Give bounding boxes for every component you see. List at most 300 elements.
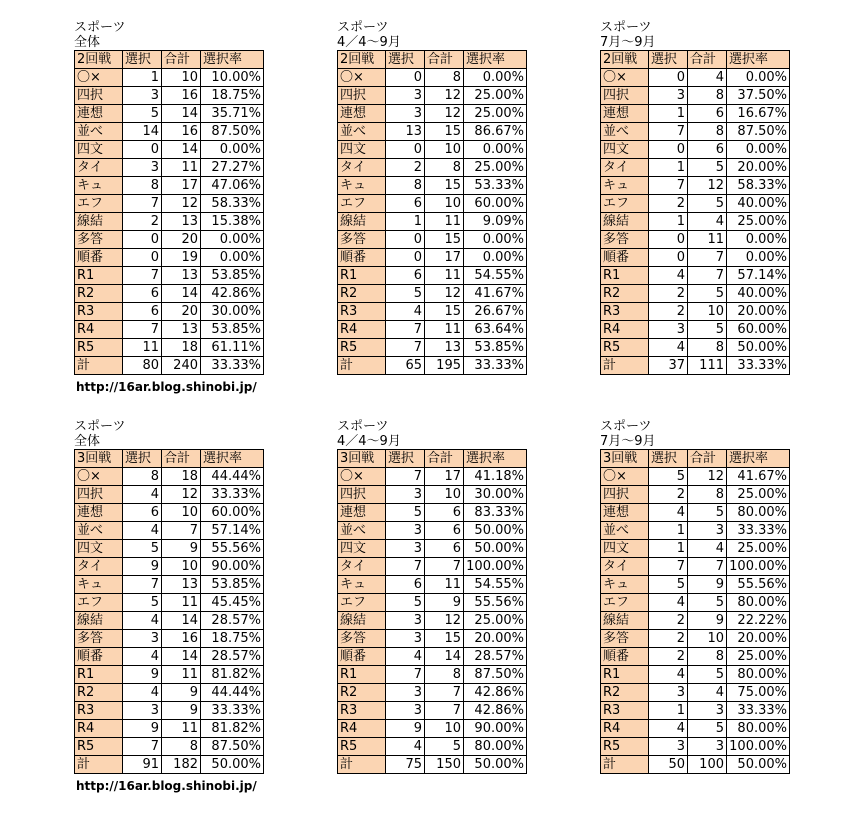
selected-count-cell: 7 [123,267,162,285]
row-label-cell: R1 [75,666,123,684]
row-label-cell: R4 [75,720,123,738]
selected-count-cell: 50 [649,756,688,774]
total-count-cell: 15 [425,177,464,195]
row-label-cell: 連想 [75,105,123,123]
total-count-cell: 10 [688,630,727,648]
selected-count-cell: 5 [649,468,688,486]
total-count-cell: 16 [162,87,201,105]
selected-count-cell: 1 [649,522,688,540]
table-header-row [338,450,527,468]
selection-rate-cell: 16.67% [727,105,790,123]
total-count-cell: 10 [688,303,727,321]
selection-rate-cell: 33.33% [201,357,264,375]
table-row [338,285,527,303]
selected-count-cell: 3 [386,702,425,720]
table-row [601,504,790,522]
table-row [75,321,264,339]
selected-count-cell: 3 [386,87,425,105]
selected-count-cell: 4 [649,267,688,285]
total-count-cell: 11 [162,159,201,177]
row-label-cell: R1 [601,267,649,285]
row-label-cell: R2 [75,684,123,702]
selection-rate-cell: 57.14% [727,267,790,285]
row-label-cell: 並べ [338,522,386,540]
total-count-cell: 11 [425,213,464,231]
selection-rate-cell: 87.50% [727,123,790,141]
selected-count-cell: 3 [123,702,162,720]
table-row [75,612,264,630]
selected-count-cell: 9 [123,666,162,684]
selected-count-cell: 5 [386,504,425,522]
selection-rate-cell: 0.00% [727,141,790,159]
stat-block [600,419,790,774]
selected-count-cell: 7 [386,468,425,486]
row-label-cell: R1 [338,666,386,684]
selection-rate-cell: 47.06% [201,177,264,195]
selected-count-cell: 2 [649,630,688,648]
table-row [75,558,264,576]
selection-rate-cell: 83.33% [464,504,527,522]
table-row [338,105,527,123]
period-caption: 7月～9月 [600,35,656,50]
table-row [338,321,527,339]
row-label-cell: エフ [601,195,649,213]
row-label-cell: 〇× [75,69,123,87]
total-count-cell: 195 [425,357,464,375]
table-header-row [75,51,264,69]
table-row [601,540,790,558]
total-count-cell: 15 [425,231,464,249]
selection-rate-cell: 53.85% [201,321,264,339]
row-label-cell: R3 [601,702,649,720]
row-label-cell: 順番 [601,249,649,267]
selected-count-cell: 6 [386,576,425,594]
total-count-cell: 4 [688,69,727,87]
selected-count-cell: 4 [649,504,688,522]
selected-count-cell: 4 [649,720,688,738]
selection-rate-cell: 15.38% [201,213,264,231]
selected-count-cell: 2 [649,195,688,213]
row-label-cell: R5 [601,738,649,756]
table-row [338,486,527,504]
selection-rate-cell: 27.27% [201,159,264,177]
column-header-total: 合計 [162,450,201,468]
row-label-cell: 多答 [601,630,649,648]
table-row [601,123,790,141]
selected-count-cell: 3 [386,486,425,504]
selection-rate-cell: 53.85% [201,267,264,285]
row-label-cell: 並べ [75,123,123,141]
row-label-cell: 順番 [75,249,123,267]
total-count-cell: 4 [688,684,727,702]
table-row [601,630,790,648]
total-count-cell: 3 [688,522,727,540]
row-label-cell: 線結 [75,213,123,231]
row-label-cell: エフ [75,195,123,213]
total-count-cell: 12 [425,285,464,303]
table-row [75,684,264,702]
selected-count-cell: 1 [649,540,688,558]
table-row [601,249,790,267]
selection-rate-cell: 25.00% [727,213,790,231]
selected-count-cell: 3 [649,87,688,105]
column-header-selected: 選択 [123,450,162,468]
selection-rate-cell: 33.33% [201,486,264,504]
table-row [75,177,264,195]
selection-rate-cell: 61.11% [201,339,264,357]
row-label-cell: R5 [338,339,386,357]
selected-count-cell: 0 [649,249,688,267]
total-count-cell: 7 [425,684,464,702]
stats-table [337,449,527,774]
row-label-cell: 順番 [338,249,386,267]
row-label-cell: 四択 [338,486,386,504]
table-row [601,522,790,540]
selected-count-cell: 7 [386,666,425,684]
selected-count-cell: 11 [123,339,162,357]
total-count-cell: 14 [162,141,201,159]
row-label-cell: R2 [601,285,649,303]
total-count-cell: 182 [162,756,201,774]
selection-rate-cell: 0.00% [464,249,527,267]
total-count-cell: 3 [688,738,727,756]
table-row [338,738,527,756]
column-header-total: 合計 [425,51,464,69]
table-row [75,540,264,558]
row-label-cell: 〇× [338,69,386,87]
selection-rate-cell: 41.18% [464,468,527,486]
selection-rate-cell: 87.50% [464,666,527,684]
total-count-cell: 3 [688,702,727,720]
row-label-cell: キュ [75,177,123,195]
selection-rate-cell: 55.56% [727,576,790,594]
selection-rate-cell: 80.00% [727,594,790,612]
table-row [338,630,527,648]
selected-count-cell: 1 [649,159,688,177]
selected-count-cell: 3 [386,540,425,558]
total-count-cell: 8 [688,339,727,357]
table-row [338,468,527,486]
round-header-cell: 2回戦 [338,51,386,69]
row-label-cell: 連想 [338,105,386,123]
table-row [338,702,527,720]
total-count-cell: 6 [425,522,464,540]
table-row [75,357,264,375]
selected-count-cell: 14 [123,123,162,141]
selected-count-cell: 3 [386,630,425,648]
table-row [601,720,790,738]
selection-rate-cell: 53.33% [464,177,527,195]
total-count-cell: 12 [162,195,201,213]
column-header-selected: 選択 [386,51,425,69]
selection-rate-cell: 33.33% [464,357,527,375]
row-label-cell: キュ [338,576,386,594]
selected-count-cell: 7 [386,558,425,576]
column-header-total: 合計 [425,450,464,468]
round-header-cell: 2回戦 [75,51,123,69]
row-label-cell: 計 [601,357,649,375]
table-row [75,648,264,666]
table-row [601,576,790,594]
genre-caption: スポーツ [337,20,389,35]
column-header-rate: 選択率 [727,51,790,69]
selection-rate-cell: 50.00% [464,522,527,540]
total-count-cell: 8 [688,486,727,504]
selection-rate-cell: 0.00% [464,231,527,249]
selected-count-cell: 4 [386,303,425,321]
table-row [338,267,527,285]
selected-count-cell: 2 [649,612,688,630]
stats-table [74,449,264,774]
table-row [338,576,527,594]
table-row [601,486,790,504]
row-label-cell: 四文 [75,540,123,558]
period-caption: 全体 [74,434,101,449]
selected-count-cell: 2 [649,486,688,504]
total-count-cell: 5 [688,195,727,213]
selection-rate-cell: 80.00% [727,504,790,522]
row-label-cell: R4 [75,321,123,339]
total-count-cell: 6 [688,105,727,123]
selection-rate-cell: 58.33% [727,177,790,195]
selected-count-cell: 2 [123,213,162,231]
table-row [338,720,527,738]
row-label-cell: R1 [338,267,386,285]
table-row [338,648,527,666]
table-row [601,357,790,375]
row-label-cell: 線結 [338,612,386,630]
row-label-cell: 線結 [338,213,386,231]
selection-rate-cell: 33.33% [727,702,790,720]
column-header-total: 合計 [688,450,727,468]
total-count-cell: 9 [162,702,201,720]
total-count-cell: 7 [688,249,727,267]
row-label-cell: 計 [75,357,123,375]
row-label-cell: R2 [75,285,123,303]
genre-caption: スポーツ [74,419,126,434]
table-row [75,720,264,738]
selection-rate-cell: 0.00% [727,249,790,267]
selected-count-cell: 7 [123,576,162,594]
selection-rate-cell: 44.44% [201,684,264,702]
selected-count-cell: 3 [649,321,688,339]
table-row [338,558,527,576]
row-label-cell: R2 [338,684,386,702]
round-header-cell: 3回戦 [601,450,649,468]
table-row [338,684,527,702]
total-count-cell: 14 [162,285,201,303]
total-count-cell: 7 [425,558,464,576]
total-count-cell: 13 [162,321,201,339]
total-count-cell: 11 [425,267,464,285]
table-row [338,231,527,249]
selected-count-cell: 4 [649,339,688,357]
selection-rate-cell: 60.00% [201,504,264,522]
genre-caption: スポーツ [337,419,389,434]
row-label-cell: エフ [338,195,386,213]
selection-rate-cell: 100.00% [464,558,527,576]
table-row [601,69,790,87]
selected-count-cell: 3 [386,684,425,702]
table-row [75,267,264,285]
row-label-cell: R3 [338,303,386,321]
table-header-row [75,450,264,468]
selection-rate-cell: 58.33% [201,195,264,213]
selected-count-cell: 1 [649,213,688,231]
selected-count-cell: 4 [123,612,162,630]
table-row [75,105,264,123]
table-row [338,504,527,522]
selection-rate-cell: 87.50% [201,738,264,756]
row-label-cell: 多答 [338,231,386,249]
selected-count-cell: 91 [123,756,162,774]
table-row [338,612,527,630]
selected-count-cell: 3 [123,159,162,177]
table-row [601,702,790,720]
total-count-cell: 13 [162,576,201,594]
row-label-cell: 多答 [75,630,123,648]
table-row [601,195,790,213]
column-header-selected: 選択 [649,450,688,468]
selection-rate-cell: 81.82% [201,666,264,684]
column-header-rate: 選択率 [727,450,790,468]
selected-count-cell: 4 [123,486,162,504]
selected-count-cell: 5 [386,285,425,303]
selected-count-cell: 2 [649,285,688,303]
table-row [601,105,790,123]
selection-rate-cell: 55.56% [201,540,264,558]
selection-rate-cell: 0.00% [464,141,527,159]
row-label-cell: 四択 [338,87,386,105]
total-count-cell: 8 [425,69,464,87]
table-row [338,357,527,375]
total-count-cell: 6 [425,540,464,558]
selection-rate-cell: 54.55% [464,576,527,594]
row-label-cell: 並べ [601,123,649,141]
selection-rate-cell: 28.57% [201,612,264,630]
row-label-cell: R2 [601,684,649,702]
table-row [75,630,264,648]
total-count-cell: 5 [425,738,464,756]
total-count-cell: 10 [425,141,464,159]
selected-count-cell: 6 [386,195,425,213]
selected-count-cell: 6 [123,504,162,522]
selected-count-cell: 0 [649,141,688,159]
total-count-cell: 11 [425,576,464,594]
selected-count-cell: 5 [386,594,425,612]
total-count-cell: 11 [162,594,201,612]
table-header-row [601,51,790,69]
total-count-cell: 9 [162,684,201,702]
row-label-cell: 四文 [75,141,123,159]
row-label-cell: 四文 [338,540,386,558]
row-label-cell: 連想 [601,105,649,123]
period-caption: 7月～9月 [600,434,656,449]
selected-count-cell: 6 [123,303,162,321]
selected-count-cell: 65 [386,357,425,375]
selection-rate-cell: 28.57% [464,648,527,666]
stat-block [74,419,264,774]
row-label-cell: 〇× [338,468,386,486]
stat-block [600,20,790,375]
selected-count-cell: 4 [649,666,688,684]
total-count-cell: 5 [688,504,727,522]
round-header-cell: 3回戦 [75,450,123,468]
column-header-selected: 選択 [123,51,162,69]
stat-block [337,419,527,774]
total-count-cell: 9 [688,612,727,630]
selection-rate-cell: 100.00% [727,738,790,756]
row-label-cell: 四択 [601,87,649,105]
selected-count-cell: 3 [123,630,162,648]
table-row [601,666,790,684]
table-row [601,468,790,486]
row-label-cell: 線結 [601,612,649,630]
total-count-cell: 15 [425,303,464,321]
row-label-cell: 計 [601,756,649,774]
period-caption: 4／4～9月 [337,434,401,449]
total-count-cell: 11 [425,321,464,339]
row-label-cell: タイ [601,159,649,177]
row-label-cell: 並べ [75,522,123,540]
selected-count-cell: 0 [386,249,425,267]
selected-count-cell: 8 [386,177,425,195]
selection-rate-cell: 53.85% [464,339,527,357]
total-count-cell: 12 [688,177,727,195]
total-count-cell: 7 [688,558,727,576]
row-label-cell: R5 [601,339,649,357]
table-row [601,339,790,357]
column-header-rate: 選択率 [201,51,264,69]
selection-rate-cell: 44.44% [201,468,264,486]
selected-count-cell: 1 [386,213,425,231]
selected-count-cell: 3 [386,522,425,540]
row-label-cell: R5 [75,738,123,756]
table-row [601,285,790,303]
row-label-cell: エフ [338,594,386,612]
row-label-cell: 四択 [75,486,123,504]
total-count-cell: 4 [688,213,727,231]
selected-count-cell: 3 [386,612,425,630]
table-row [601,648,790,666]
table-row [601,231,790,249]
selection-rate-cell: 41.67% [727,468,790,486]
selected-count-cell: 4 [386,648,425,666]
total-count-cell: 16 [162,630,201,648]
row-label-cell: 順番 [338,648,386,666]
table-row [75,339,264,357]
selection-rate-cell: 42.86% [464,684,527,702]
selected-count-cell: 4 [123,684,162,702]
selected-count-cell: 3 [386,105,425,123]
selected-count-cell: 0 [386,69,425,87]
row-label-cell: 〇× [75,468,123,486]
row-label-cell: R3 [75,303,123,321]
row-label-cell: R3 [75,702,123,720]
stat-block [337,20,527,375]
row-label-cell: R4 [338,321,386,339]
table-row [601,141,790,159]
row-label-cell: キュ [601,576,649,594]
row-label-cell: 順番 [75,648,123,666]
selected-count-cell: 0 [386,141,425,159]
selected-count-cell: 3 [123,87,162,105]
total-count-cell: 9 [425,594,464,612]
table-row [75,195,264,213]
row-label-cell: 多答 [601,231,649,249]
table-row [338,123,527,141]
selected-count-cell: 1 [123,69,162,87]
